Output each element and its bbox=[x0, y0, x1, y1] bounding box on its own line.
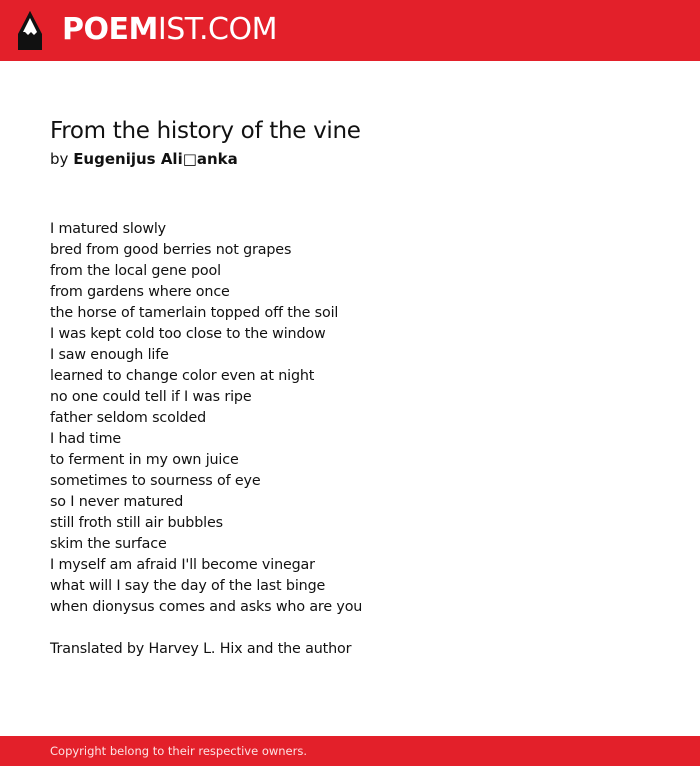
poem-line: I myself am afraid I'll become vinegar bbox=[50, 557, 315, 573]
pencil-tip-icon[interactable] bbox=[17, 10, 43, 51]
poem-body bbox=[50, 219, 650, 618]
poem-line: learned to change color even at night bbox=[50, 368, 315, 384]
poem-line: no one could tell if I was ripe bbox=[50, 389, 252, 405]
poem-line: when dionysus comes and asks who are you bbox=[50, 599, 363, 615]
site-header bbox=[0, 0, 700, 61]
poem-line: father seldom scolded bbox=[50, 410, 207, 426]
poem-line: sometimes to sourness of eye bbox=[50, 473, 261, 489]
poem-line: so I never matured bbox=[50, 494, 184, 510]
logo-text-light: IST.COM bbox=[157, 12, 277, 47]
poem-line: I had time bbox=[50, 431, 122, 447]
poem-line: to ferment in my own juice bbox=[50, 452, 239, 468]
poem-line: skim the surface bbox=[50, 536, 167, 552]
poem-line: from the local gene pool bbox=[50, 263, 221, 279]
poem-line: from gardens where once bbox=[50, 284, 230, 300]
poem-line: what will I say the day of the last binge bbox=[50, 578, 326, 594]
translator-note: Translated by Harvey L. Hix and the author bbox=[50, 641, 352, 657]
copyright-text: Copyright belong to their respective owners. bbox=[50, 744, 308, 758]
poem-line: still froth still air bubbles bbox=[50, 515, 223, 531]
logo-text-bold: POEM bbox=[62, 12, 158, 47]
poem-line: I saw enough life bbox=[50, 347, 169, 363]
poem-line: the horse of tamerlain topped off the soil bbox=[50, 305, 339, 321]
site-logo[interactable] bbox=[62, 12, 277, 48]
author-link[interactable]: Eugenijus Ali□anka bbox=[73, 150, 238, 168]
poem-line: I was kept cold too close to the window bbox=[50, 326, 326, 342]
poem-byline bbox=[50, 149, 238, 169]
poem-line: I matured slowly bbox=[50, 221, 166, 237]
poem-title: From the history of the vine bbox=[50, 118, 361, 144]
site-footer bbox=[0, 736, 700, 766]
by-label: by bbox=[50, 150, 69, 168]
poem-line: bred from good berries not grapes bbox=[50, 242, 292, 258]
